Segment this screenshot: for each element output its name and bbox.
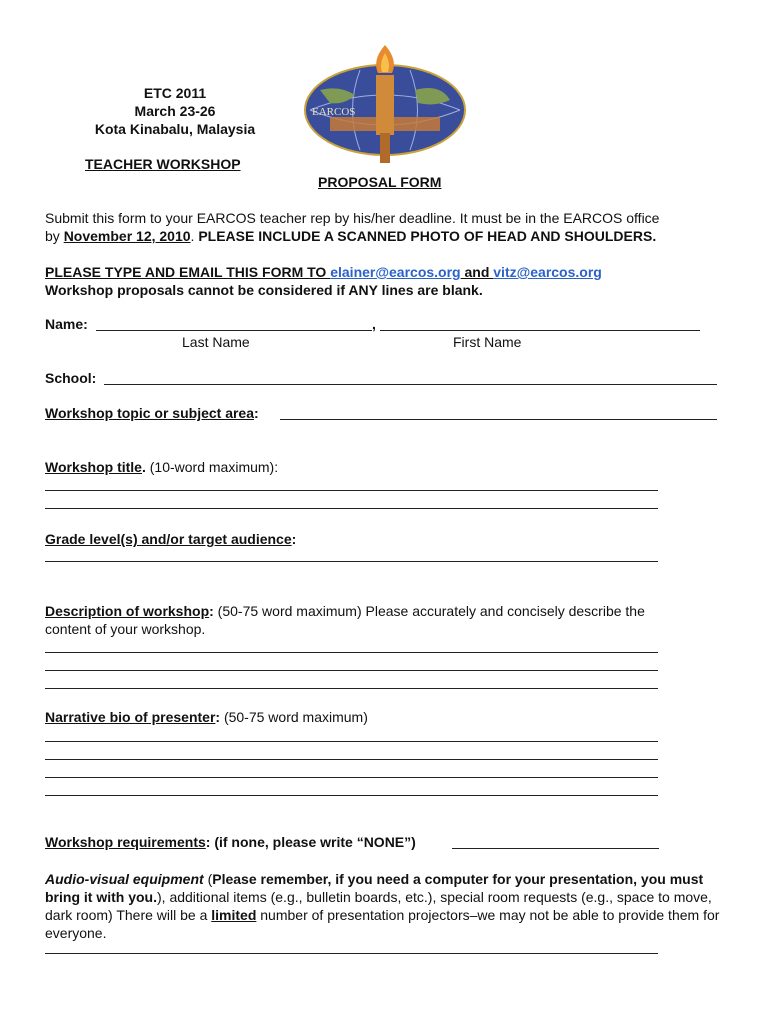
description-hint: (50-75 word maximum) Please accurately and concisely describe the xyxy=(213,603,645,619)
description-field-line-3[interactable] xyxy=(45,688,658,689)
first-name-caption: First Name xyxy=(453,334,522,350)
av-rest-1: ), additional items (e.g., bulletin boards, etc.), special room requests (e.g., space to move, dark room) There will be a xyxy=(45,889,712,923)
bio-colon: : xyxy=(215,709,221,725)
title-dot: . xyxy=(141,459,146,475)
bio-field-line-2[interactable] xyxy=(45,759,658,760)
email-prefix: PLEASE TYPE AND EMAIL THIS FORM TO xyxy=(45,264,331,280)
requirements-field[interactable] xyxy=(452,848,659,849)
conference-dates: March 23-26 xyxy=(134,103,216,119)
intro-period: . xyxy=(190,228,199,244)
topic-colon: : xyxy=(254,405,259,421)
earcos-logo xyxy=(300,45,470,170)
grade-label: Grade level(s) and/or target audience xyxy=(45,531,292,547)
requirements-label: Workshop requirements xyxy=(45,834,206,850)
bio-label: Narrative bio of presenter xyxy=(45,709,216,725)
photo-note: PLEASE INCLUDE A SCANNED PHOTO OF HEAD AND SHOULDERS. xyxy=(198,228,657,244)
description-hint-2: content of your workshop. xyxy=(45,621,206,637)
email-line xyxy=(45,263,735,281)
title-field-line-1[interactable] xyxy=(45,490,658,491)
deadline-date: November 12, 2010 xyxy=(63,228,191,244)
description-line-1 xyxy=(45,602,735,620)
title-label-wrap xyxy=(45,459,278,475)
blank-lines-warning: Workshop proposals cannot be considered if ANY lines are blank. xyxy=(45,282,483,298)
topic-label-wrap xyxy=(45,405,259,421)
email-link-elainer[interactable]: elainer@earcos.org xyxy=(330,264,461,280)
bio-field-line-3[interactable] xyxy=(45,777,658,778)
bio-label-wrap xyxy=(45,709,368,725)
email-and: and xyxy=(460,264,494,280)
av-open: ( xyxy=(203,871,213,887)
title-label: Workshop title xyxy=(45,459,142,475)
email-note xyxy=(45,263,735,299)
name-comma: , xyxy=(372,316,376,332)
requirements-rest: : (if none, please write “NONE”) xyxy=(205,834,416,850)
topic-label: Workshop topic or subject area xyxy=(45,405,255,421)
bio-field-line-1[interactable] xyxy=(45,741,658,742)
logo-text: EARCOS xyxy=(312,106,356,118)
intro-paragraph xyxy=(45,209,735,245)
grade-label-wrap xyxy=(45,531,296,547)
grade-field[interactable] xyxy=(45,561,658,562)
title-hint: (10-word maximum): xyxy=(145,459,279,475)
description-colon: : xyxy=(209,603,214,619)
description-label: Description of workshop xyxy=(45,603,210,619)
email-link-vitz[interactable]: vitz@earcos.org xyxy=(493,264,602,280)
description-field-line-2[interactable] xyxy=(45,670,658,671)
form-title: PROPOSAL FORM xyxy=(318,174,442,190)
topic-field[interactable] xyxy=(280,419,717,420)
av-limited: limited xyxy=(211,907,257,923)
requirements-label-wrap xyxy=(45,834,416,850)
av-field[interactable] xyxy=(45,953,658,954)
grade-colon: : xyxy=(291,531,297,547)
workshop-title: TEACHER WORKSHOP xyxy=(85,156,241,172)
description-label-wrap xyxy=(45,602,735,638)
bio-hint: (50-75 word maximum) xyxy=(220,709,368,725)
last-name-field[interactable] xyxy=(96,330,372,331)
conference-location: Kota Kinabalu, Malaysia xyxy=(94,121,256,137)
intro-by: by xyxy=(45,228,64,244)
intro-line-2 xyxy=(45,227,735,245)
last-name-caption: Last Name xyxy=(182,334,250,350)
name-label: Name: xyxy=(45,316,88,332)
conference-header xyxy=(70,84,280,138)
intro-line-1: Submit this form to your EARCOS teacher rep by his/her deadline. It must be in the EARCOS office xyxy=(45,210,660,226)
av-bold-note: Please remember, if you need a computer for your presentation, you must bring it with you. xyxy=(45,871,704,905)
earcos-logo-graphic xyxy=(300,45,470,170)
school-field[interactable] xyxy=(104,384,717,385)
av-label: Audio-visual equipment xyxy=(45,871,204,887)
description-field-line-1[interactable] xyxy=(45,652,658,653)
av-rest-2: number of presentation projectors–we may not be able to provide them for everyone. xyxy=(45,907,720,941)
first-name-field[interactable] xyxy=(380,330,700,331)
title-field-line-2[interactable] xyxy=(45,508,658,509)
av-paragraph xyxy=(45,870,725,942)
bio-field-line-4[interactable] xyxy=(45,795,658,796)
school-label: School: xyxy=(45,370,97,386)
conference-name: ETC 2011 xyxy=(143,85,207,101)
